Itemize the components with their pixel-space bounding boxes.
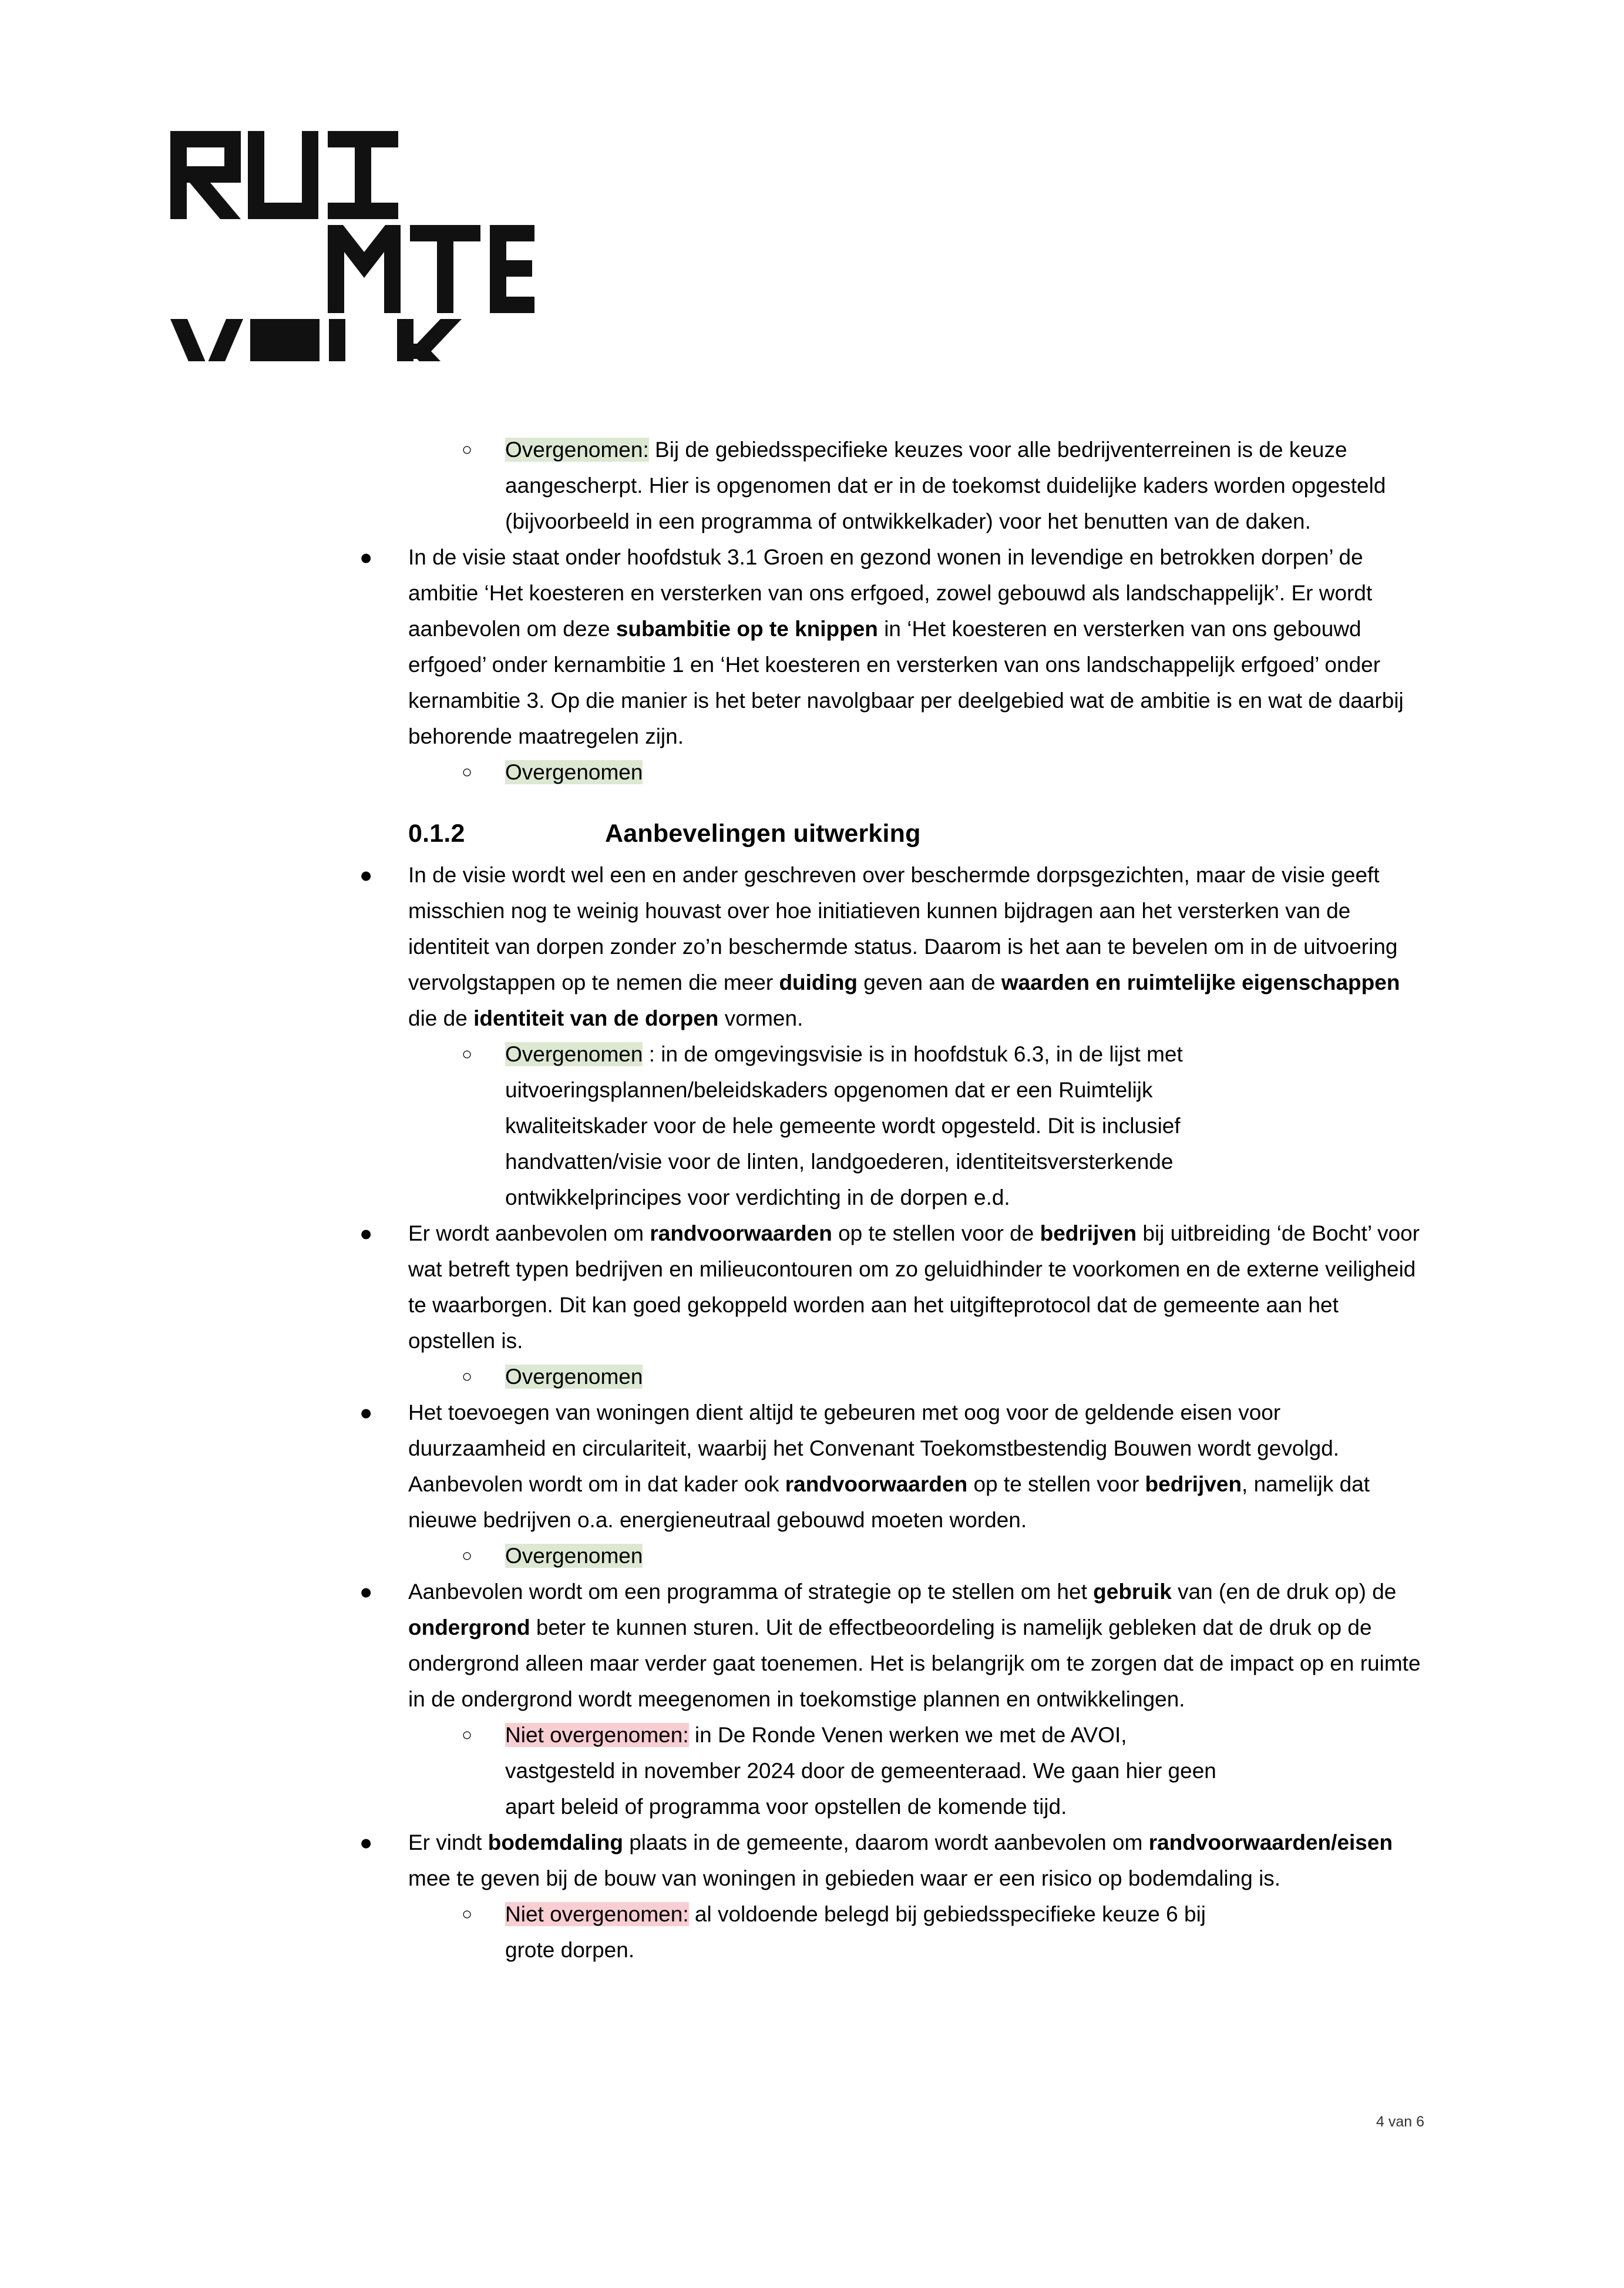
sub-list: [408, 1538, 1421, 1574]
bullet-level2-icon: ○: [462, 762, 473, 782]
bullet-level1-icon: ●: [359, 1580, 373, 1604]
list-item: [0, 432, 1624, 539]
list-item-text: die de: [408, 1006, 474, 1030]
list-item-text: mee te geven bij de bouw van woningen in gebieden waar er een risico op bodemdaling is.: [408, 1866, 1281, 1890]
list-item-text: , namelijk dat nieuwe bedrijven o.a. energieneutraal gebouwd moeten worden.: [408, 1472, 1370, 1532]
list-item: [0, 1395, 1624, 1574]
emphasis-text: randvoorwaarden/eisen: [1148, 1830, 1393, 1854]
bullet-level2-icon: ○: [462, 1904, 473, 1924]
bullet-level1-icon: ●: [359, 545, 373, 569]
list-item-text: Er vindt: [408, 1830, 488, 1854]
bullet-level1-icon: ●: [359, 1400, 373, 1424]
list-item: [0, 1215, 1624, 1395]
heading-title: Aanbevelingen uitwerking: [605, 819, 921, 848]
list-item: [408, 754, 1421, 790]
list-item: [408, 1036, 1421, 1215]
list-item-text: al voldoende belegd bij gebiedsspecifieke keuze 6 bij grote dorpen.: [505, 1902, 1206, 1962]
list-item: [408, 1896, 1421, 1968]
recommendations-list: [0, 857, 1624, 1968]
list-item-text: bij uitbreiding ‘de Bocht’ voor wat betreft typen bedrijven en milieucontouren om zo geluidhinder te voorkomen en de externe veiligheid te waarborgen. Dit kan goed gekoppeld worden aan het uitgifteprotocol dat de gemeente aan het opstellen is.: [408, 1221, 1420, 1353]
emphasis-text: bedrijven: [1145, 1472, 1242, 1496]
bullet-level2-icon: ○: [462, 1044, 473, 1064]
sub-list: [408, 1896, 1421, 1968]
list-item: [408, 1717, 1421, 1825]
list-item-text: Het toevoegen van woningen dient altijd te gebeuren met oog voor de geldende eisen voor duurzaamheid en circulariteit, waarbij het Convenant Toekomstbestendig Bouwen wordt gevolgd. Aanbevolen wordt om in dat kader ook: [408, 1400, 1340, 1496]
list-item-text: vormen.: [718, 1006, 803, 1030]
bullet-level1-icon: ●: [359, 1221, 373, 1245]
status-badge-accepted: Overgenomen: [505, 1544, 643, 1568]
status-badge-accepted: Overgenomen: [505, 760, 643, 784]
top-level-list: [0, 432, 1624, 790]
list-item: [408, 1359, 1421, 1395]
heading-number: 0.1.2: [408, 819, 465, 848]
sub-list: [408, 1359, 1421, 1395]
page-number-label: 4 van 6: [1376, 2114, 1424, 2130]
status-badge-accepted: Overgenomen:: [505, 438, 649, 462]
emphasis-text: bedrijven: [1040, 1221, 1137, 1245]
list-item-text: plaats in de gemeente, daarom wordt aanbevolen om: [623, 1830, 1149, 1854]
emphasis-text: waarden en ruimtelijke eigenschappen: [1001, 970, 1400, 995]
bullet-level2-icon: ○: [462, 1546, 473, 1565]
list-item: [0, 1825, 1624, 1968]
list-item-text: Aanbevolen wordt om een programma of strategie op te stellen om het: [408, 1580, 1094, 1604]
list-item-text: van (en de druk op) de: [1171, 1580, 1397, 1604]
list-item: [0, 1574, 1624, 1825]
emphasis-text: bodemdaling: [487, 1830, 623, 1854]
list-item-text: Er wordt aanbevolen om: [408, 1221, 650, 1245]
list-item-text: : in de omgevingsvisie is in hoofdstuk 6.3, in de lijst met uitvoeringsplannen/beleidskaders opgenomen dat er een Ruimtelijk kwaliteitskader voor de hele gemeente wordt opgesteld. Dit is inclusief handvatten/visie voor de linten, landgoederen, identiteitsversterkende ontwikkelprincipes voor verdichting in de dorpen e.d.: [505, 1042, 1183, 1209]
list-item-text: in ‘Het koesteren en versterken van ons gebouwd erfgoed’ onder kernambitie 1 en ‘Het koesteren en versterken van ons landschappelijk erfgoed’ onder kernambitie 3. Op die manier is het beter navolgbaar per deelgebied wat de ambitie is en wat de daarbij behorende maatregelen zijn.: [408, 617, 1404, 748]
bullet-level1-icon: ●: [359, 1830, 373, 1854]
list-item-text: op te stellen voor: [967, 1472, 1145, 1496]
sub-list: [408, 1036, 1421, 1215]
list-item-text: op te stellen voor de: [832, 1221, 1040, 1245]
section-heading: [0, 816, 1624, 851]
sub-list: [408, 1717, 1421, 1825]
status-badge-accepted: Overgenomen: [505, 1365, 643, 1389]
list-item-text: geven aan de: [858, 970, 1001, 995]
list-item: [0, 857, 1624, 1215]
emphasis-text: ondergrond: [408, 1615, 530, 1639]
emphasis-text: identiteit van de dorpen: [473, 1006, 719, 1030]
ruimtevolk-logo: [170, 126, 534, 361]
bullet-level2-icon: ○: [462, 1725, 473, 1745]
list-item: [408, 1538, 1421, 1574]
status-badge-rejected: Niet overgenomen:: [505, 1723, 689, 1747]
bullet-level2-icon: ○: [462, 440, 473, 459]
list-item-text: Bij de gebiedsspecifieke keuzes voor alle bedrijventerreinen is de keuze aangescherpt. Hier is opgenomen dat er in de toekomst duidelijke kaders worden opgesteld (bijvoorbeeld in een programma of ontwikkelkader) voor het benutten van de daken.: [505, 438, 1386, 533]
sub-list: [408, 754, 1421, 790]
bullet-level1-icon: ●: [359, 863, 373, 887]
bullet-level2-icon: ○: [462, 1367, 473, 1386]
list-item-text: In de visie staat onder hoofdstuk 3.1 Groen en gezond wonen in levendige en betrokken dorpen’ de ambitie ‘Het koesteren en versterken van ons erfgoed, zowel gebouwd als landschappelijk’. Er wordt aanbevolen om deze: [408, 545, 1373, 641]
emphasis-text: randvoorwaarden: [785, 1472, 968, 1496]
emphasis-text: randvoorwaarden: [650, 1221, 832, 1245]
emphasis-text: subambitie op te knippen: [616, 617, 878, 641]
list-item-text: beter te kunnen sturen. Uit de effectbeoordeling is namelijk gebleken dat de druk op de ondergrond alleen maar verder gaat toenemen. Het is belangrijk om te zorgen dat de impact op en ruimte in de ondergrond wordt meegenomen in toekomstige plannen en ontwikkelingen.: [408, 1615, 1421, 1711]
emphasis-text: gebruik: [1093, 1580, 1172, 1604]
list-item-text: in De Ronde Venen werken we met de AVOI, vastgesteld in november 2024 door de gemeenteraad. We gaan hier geen apart beleid of programma voor opstellen de komende tijd.: [505, 1723, 1216, 1819]
document-body: [0, 432, 1624, 1968]
list-item-text: In de visie wordt wel een en ander geschreven over beschermde dorpsgezichten, maar de visie geeft misschien nog te weinig houvast over hoe initiatieven kunnen bijdragen aan het versterken van de identiteit van dorpen zonder zo’n beschermde status. Daarom is het aan te bevelen om in de uitvoering vervolgstappen op te nemen die meer: [408, 863, 1398, 995]
list-item: [0, 539, 1624, 790]
status-badge-accepted: Overgenomen: [505, 1042, 643, 1066]
status-badge-rejected: Niet overgenomen:: [505, 1902, 689, 1926]
emphasis-text: duiding: [779, 970, 858, 995]
page-footer: [0, 2112, 1624, 2132]
